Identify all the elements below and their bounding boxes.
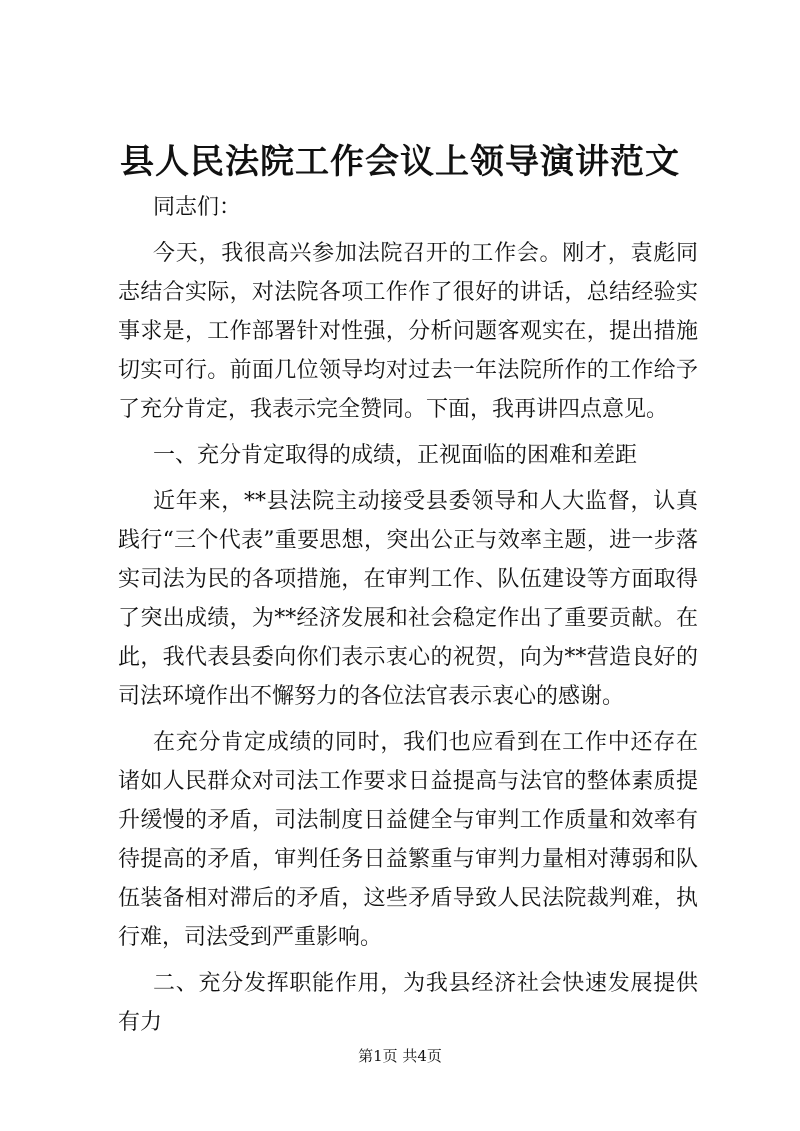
document-body [118, 188, 698, 1049]
page-number-footer: 第1页 共4页 [358, 1047, 442, 1065]
salutation: 同志们： [153, 195, 242, 220]
section-heading-2: 二、充分发挥职能作用，为我县经济社会快速发展提供有力 [118, 971, 698, 1035]
paragraph-intro: 今天，我很高兴参加法院召开的工作会。刚才，袁彪同志结合实际，对法院各项工作作了很好的讲话，总结经验实事求是，工作部署针对性强，分析问题客观实在，提出措施切实可行。前面几位领导均对过去一年法院所作的工作给予了充分肯定，我表示完全赞同。下面，我再讲四点意见。 [118, 241, 698, 422]
section-heading-1: 一、充分肯定取得的成绩，正视面临的困难和差距 [153, 443, 638, 468]
document-title: 县人民法院工作会议上领导演讲范文 [120, 142, 680, 182]
paragraph-problems: 在充分肯定成绩的同时，我们也应看到在工作中还存在诸如人民群众对司法工作要求日益提高与法官的整体素质提升缓慢的矛盾，司法制度日益健全与审判工作质量和效率有待提高的矛盾，审判任务日益繁重与审判力量相对薄弱和队伍装备相对滞后的矛盾，这些矛盾导致人民法院裁判难，执行难，司法受到严重影响。 [118, 730, 698, 950]
paragraph-achievements: 近年来，**县法院主动接受县委领导和人大监督，认真践行“三个代表”重要思想，突出公正与效率主题，进一步落实司法为民的各项措施，在审判工作、队伍建设等方面取得了突出成绩，为**经济发展和社会稳定作出了重要贡献。在此，我代表县委向你们表示衷心的祝贺，向为**营造良好的司法环境作出不懈努力的各位法官表示衷心的感谢。 [118, 489, 698, 709]
